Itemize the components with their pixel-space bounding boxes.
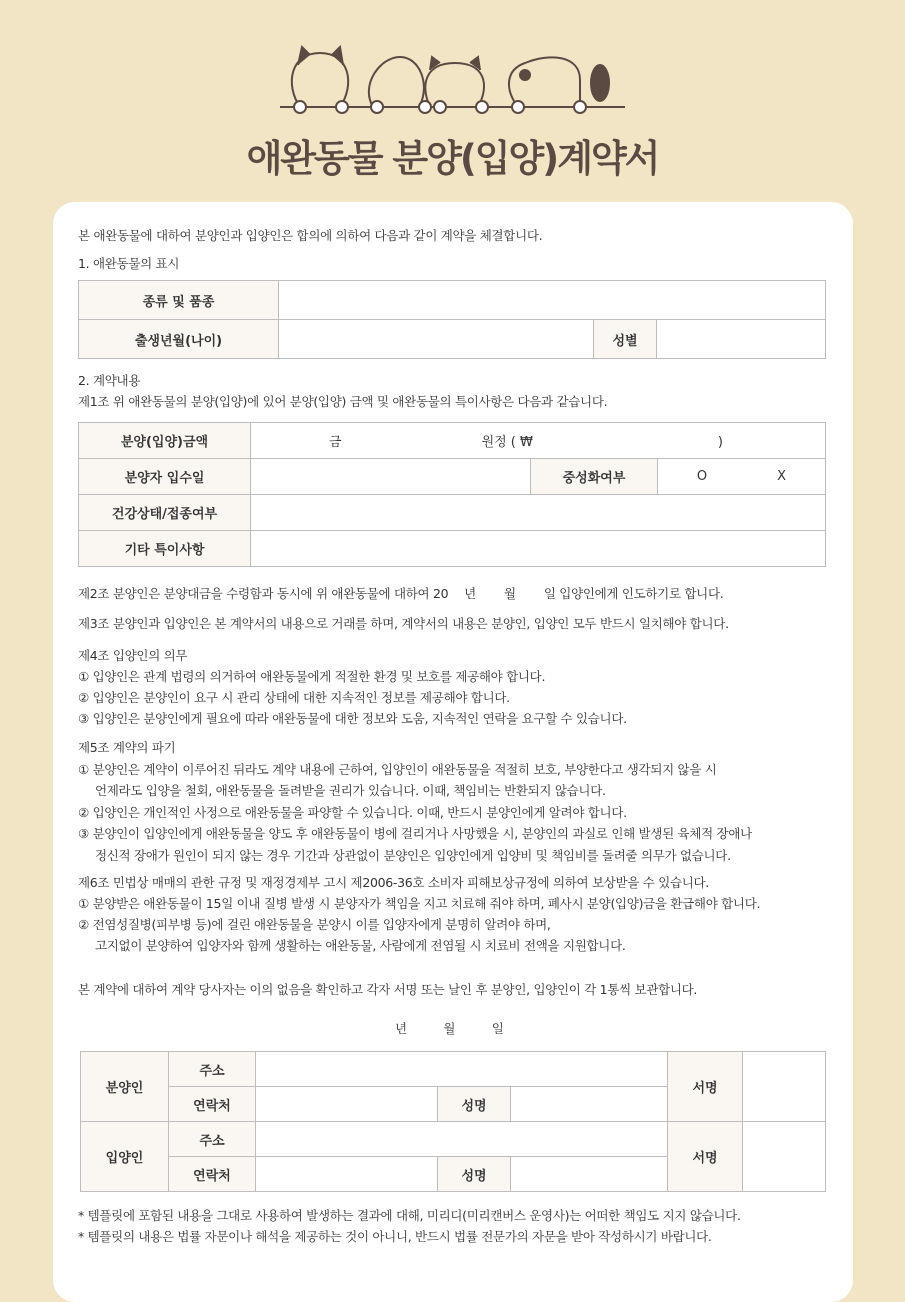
sex-label: 성별 bbox=[594, 320, 657, 359]
health-label: 건강상태/접종여부 bbox=[79, 495, 251, 531]
article4-item: ③ 입양인은 분양인에게 필요에 따라 애완동물에 대한 정보와 도움, 지속적인 연락을 요구할 수 있습니다. bbox=[78, 711, 627, 726]
amount-label: 분양(입양)금액 bbox=[79, 423, 251, 459]
section2-heading: 2. 계약내용 bbox=[78, 373, 141, 388]
species-field[interactable] bbox=[279, 281, 826, 320]
seller-address-label: 주소 bbox=[169, 1052, 256, 1087]
neuter-x[interactable]: X bbox=[777, 469, 787, 484]
buyer-address-label: 주소 bbox=[169, 1122, 256, 1157]
buyer-contact-field[interactable] bbox=[256, 1157, 438, 1192]
date-label: 분양자 입수일 bbox=[79, 459, 251, 495]
pet-info-table bbox=[78, 280, 826, 359]
date-field[interactable] bbox=[251, 459, 531, 495]
buyer-signature-label: 서명 bbox=[668, 1122, 743, 1192]
other-field[interactable] bbox=[251, 531, 826, 567]
buyer-contact-label: 연락처 bbox=[169, 1157, 256, 1192]
buyer-signature-field[interactable] bbox=[743, 1122, 826, 1192]
other-label: 기타 특이사항 bbox=[79, 531, 251, 567]
article6-item: ① 분양받은 애완동물이 15일 이내 질병 발생 시 분양자가 책임을 지고 치료해 줘야 하며, 폐사시 분양(입양)금을 환급해야 합니다. bbox=[78, 896, 761, 911]
buyer-label: 입양인 bbox=[81, 1122, 169, 1192]
article5-item: ③ 분양인이 입양인에게 애완동물을 양도 후 애완동물이 병에 걸리거나 사망했을 시, 분양인의 과실로 인해 발생된 육체적 장애나 bbox=[78, 826, 752, 841]
article2: 제2조 분양인은 분양대금을 수령함과 동시에 위 애완동물에 대하여 20 년 월 일 입양인에게 인도하기로 합니다. bbox=[78, 586, 724, 601]
neuter-field[interactable] bbox=[658, 459, 826, 495]
article6-item-cont: 고지없이 분양하여 입양자와 함께 생활하는 애완동물, 사람에게 전염될 시 치료비 전액을 지원합니다. bbox=[95, 938, 626, 953]
article4-item: ② 입양인은 분양인이 요구 시 관리 상태에 대한 지속적인 정보를 제공해야 합니다. bbox=[78, 690, 510, 705]
sex-field[interactable] bbox=[657, 320, 826, 359]
closing-text: 본 계약에 대하여 계약 당사자는 이의 없음을 확인하고 각자 서명 또는 날인 후 분양인, 입양인이 각 1통씩 보관합니다. bbox=[78, 982, 698, 997]
article4-title: 제4조 입양인의 의무 bbox=[78, 648, 188, 663]
pets-illustration bbox=[280, 45, 625, 120]
seller-contact-label: 연락처 bbox=[169, 1087, 256, 1122]
seller-signature-field[interactable] bbox=[743, 1052, 826, 1122]
seller-address-field[interactable] bbox=[256, 1052, 668, 1087]
neuter-label: 중성화여부 bbox=[531, 459, 658, 495]
species-label: 종류 및 품종 bbox=[79, 281, 279, 320]
article3: 제3조 분양인과 입양인은 본 계약서의 내용으로 거래를 하며, 계약서의 내용은 분양인, 입양인 모두 반드시 일치해야 합니다. bbox=[78, 616, 729, 631]
contract-table bbox=[78, 422, 826, 567]
amount-suffix: 원정 ( ₩ bbox=[481, 435, 533, 450]
article5-item-cont: 언제라도 입양을 철회, 애완동물을 돌려받을 권리가 있습니다. 이때, 책임비는 반환되지 않습니다. bbox=[95, 783, 606, 798]
disclaimer-note: * 템플릿에 포함된 내용을 그대로 사용하여 발생하는 결과에 대해, 미리디(미리캔버스 운영사)는 어떠한 책임도 지지 않습니다. bbox=[78, 1208, 741, 1223]
date-line: 년 월 일 bbox=[395, 1021, 504, 1036]
seller-signature-label: 서명 bbox=[668, 1052, 743, 1122]
article6-item: ② 전염성질병(피부병 등)에 걸린 애완동물을 분양시 이를 입양자에게 분명히 알려야 하며, bbox=[78, 917, 551, 932]
article5-item: ② 입양인은 개인적인 사정으로 애완동물을 파양할 수 있습니다. 이때, 반드시 분양인에게 알려야 합니다. bbox=[78, 805, 627, 820]
page-title: 애완동물 분양(입양)계약서 bbox=[246, 137, 659, 180]
amount-prefix: 금 bbox=[329, 435, 342, 450]
buyer-name-field[interactable] bbox=[511, 1157, 668, 1192]
intro-text: 본 애완동물에 대하여 분양인과 입양인은 합의에 의하여 다음과 같이 계약을 체결합니다. bbox=[78, 228, 543, 243]
neuter-o[interactable]: O bbox=[696, 469, 708, 484]
article5-item: ① 분양인은 계약이 이루어진 뒤라도 계약 내용에 근하여, 입양인이 애완동물을 적절히 보호, 부양한다고 생각되지 않을 시 bbox=[78, 762, 717, 777]
buyer-address-field[interactable] bbox=[256, 1122, 668, 1157]
buyer-name-label: 성명 bbox=[438, 1157, 511, 1192]
article4-item: ① 입양인은 관계 법령의 의거하여 애완동물에게 적절한 환경 및 보호를 제공해야 합니다. bbox=[78, 669, 546, 684]
article1: 제1조 위 애완동물의 분양(입양)에 있어 분양(입양) 금액 및 애완동물의 특이사항은 다음과 같습니다. bbox=[78, 394, 608, 409]
birth-label: 출생년월(나이) bbox=[79, 320, 279, 359]
article6-title: 제6조 민법상 매매의 관한 규정 및 재정경제부 고시 제2006-36호 소비자 피해보상규정에 의하여 보상받을 수 있습니다. bbox=[78, 875, 709, 890]
birth-field[interactable] bbox=[279, 320, 594, 359]
section1-heading: 1. 애완동물의 표시 bbox=[78, 256, 180, 271]
seller-contact-field[interactable] bbox=[256, 1087, 438, 1122]
amount-field[interactable] bbox=[251, 423, 826, 459]
seller-name-label: 성명 bbox=[438, 1087, 511, 1122]
article5-title: 제5조 계약의 파기 bbox=[78, 740, 176, 755]
disclaimer-note: * 템플릿의 내용은 법률 자문이나 해석을 제공하는 것이 아니니, 반드시 법률 전문가의 자문을 받아 작성하시기 바랍니다. bbox=[78, 1229, 712, 1244]
seller-name-field[interactable] bbox=[511, 1087, 668, 1122]
article5-item-cont: 정신적 장애가 원인이 되지 않는 경우 기간과 상관없이 분양인은 입양인에게 입양비 및 책임비를 돌려줄 의무가 없습니다. bbox=[95, 848, 731, 863]
amount-close: ) bbox=[717, 435, 723, 450]
seller-label: 분양인 bbox=[81, 1052, 169, 1122]
health-field[interactable] bbox=[251, 495, 826, 531]
signature-table bbox=[80, 1051, 826, 1192]
